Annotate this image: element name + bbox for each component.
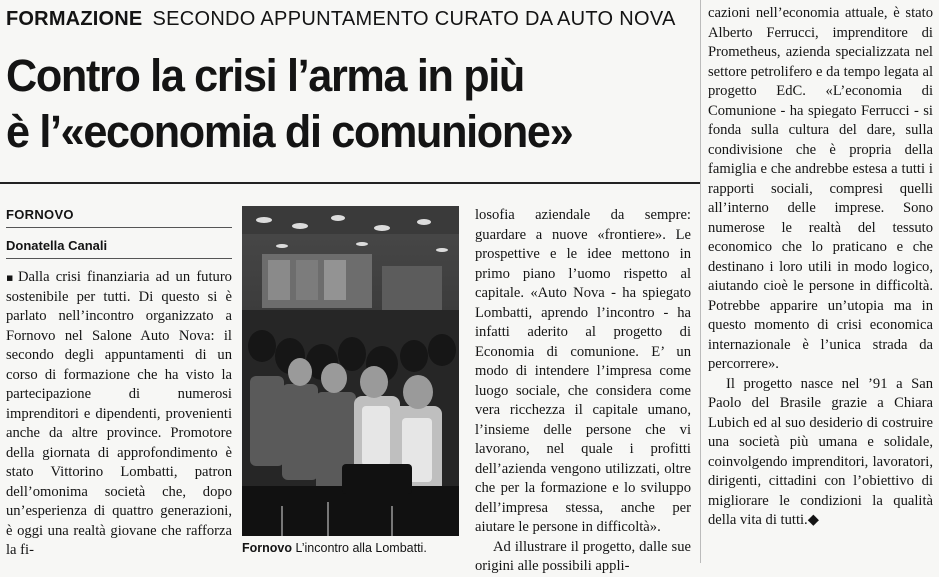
caption-text: L’incontro alla Lombatti. [292,541,427,555]
photo-caption [242,538,466,560]
dateline-place: FORNOVO [6,207,74,222]
end-mark-icon: ◆ [807,512,819,528]
article-text-col1: Dalla crisi finanziaria ad un futuro sostenibile per tutti. Di questo si è parlato nell’incontro organizzato a Fornovo nel Salone Auto Nova: il secondo degli appuntamenti di un corso di formazione che ha visto la partecipazione di numerosi imprenditori e dipendenti, provenienti anche da altre province. Promotore della giornata di approfondimento è stato Vittorino Lombatti, patron dell’omonima società che, dopo un’esperienza di quattro generazioni, è oggi una realtà giovane che rafforza la fi- [6,269,232,558]
article-text-col4-p2: Il progetto nasce nel ’91 a San Paolo del Brasile grazie a Chiara Lubich ed al suo desiderio di costruire una società più umana e solidale, coinvolgendo imprenditori, lavoratori, dirigenti, cittadini con l’obiettivo di migliorare le condizioni la qualità della vita di tutti. [708,375,933,528]
article-column-1 [6,268,232,558]
headline-line-1: Contro la crisi l’arma in più [6,50,524,101]
byline-author: Donatella Canali [6,238,108,253]
audience-photo-image [242,206,459,536]
paragraph-marker-icon: ▪ [6,271,16,284]
column-rule [700,0,701,563]
section-kicker [6,4,696,34]
byline-rule [6,258,232,259]
article-column-2 [475,206,691,574]
article-photo [242,206,459,536]
place-rule [6,227,232,228]
article-text-col4-p1: cazioni nell’economia attuale, è stato Alberto Ferrucci, imprenditore di Prometheus, azienda specializzata nel settore petrolifero e da tempo legata al progetto EdC. «L’economia di Comunione - ha spiegato Ferrucci - si fonda sulla cultura del dare, sulla condivisione che è propria della famiglia e che andrebbe estesa a tutti i rapporti sociali, compresi quelli all’interno delle imprese. Sono numerose le realtà del tessuto economico che lo praticano e che destinano i loro utili in modo logico, aiutando cioè le persone in difficoltà. Potrebbe apparire un’utopia ma in questo momento di crisi economica internazionale è l’unica strada da percorrere». [708,5,933,372]
caption-place: Fornovo [242,541,292,555]
article-text-col3-p2: Ad illustrare il progetto, dalle sue origini alle possibili appli- [475,538,691,574]
headline [6,48,668,160]
section-label: FORMAZIONE [6,8,143,30]
section-subtitle: SECONDO APPUNTAMENTO CURATO DA AUTO NOVA [152,8,676,30]
article-text-col3-p1: losofia aziendale da sempre: guardare a nuove «frontiere». Le prospettive e le idee mettono in primo piano l’uomo rispetto al capitale. «Auto Nova - ha spiegato Lombatti, aprendo l’incontro - ha infatti aderito al progetto di Economia di comunione. E’ un modo di intendere l’impresa come luogo sociale, che considera come vera ricchezza il capitale umano, l’insieme delle persone che vi lavorano, nel quale i profitti dell’azienda vengono utilizzati, oltre che per la formazione e lo sviluppo dell’impresa stessa, anche per aiutare le persone in difficoltà». [475,207,691,535]
headline-divider [0,182,700,184]
headline-line-2: è l’«economia di comunione» [6,106,573,157]
article-column-3 [708,4,933,558]
